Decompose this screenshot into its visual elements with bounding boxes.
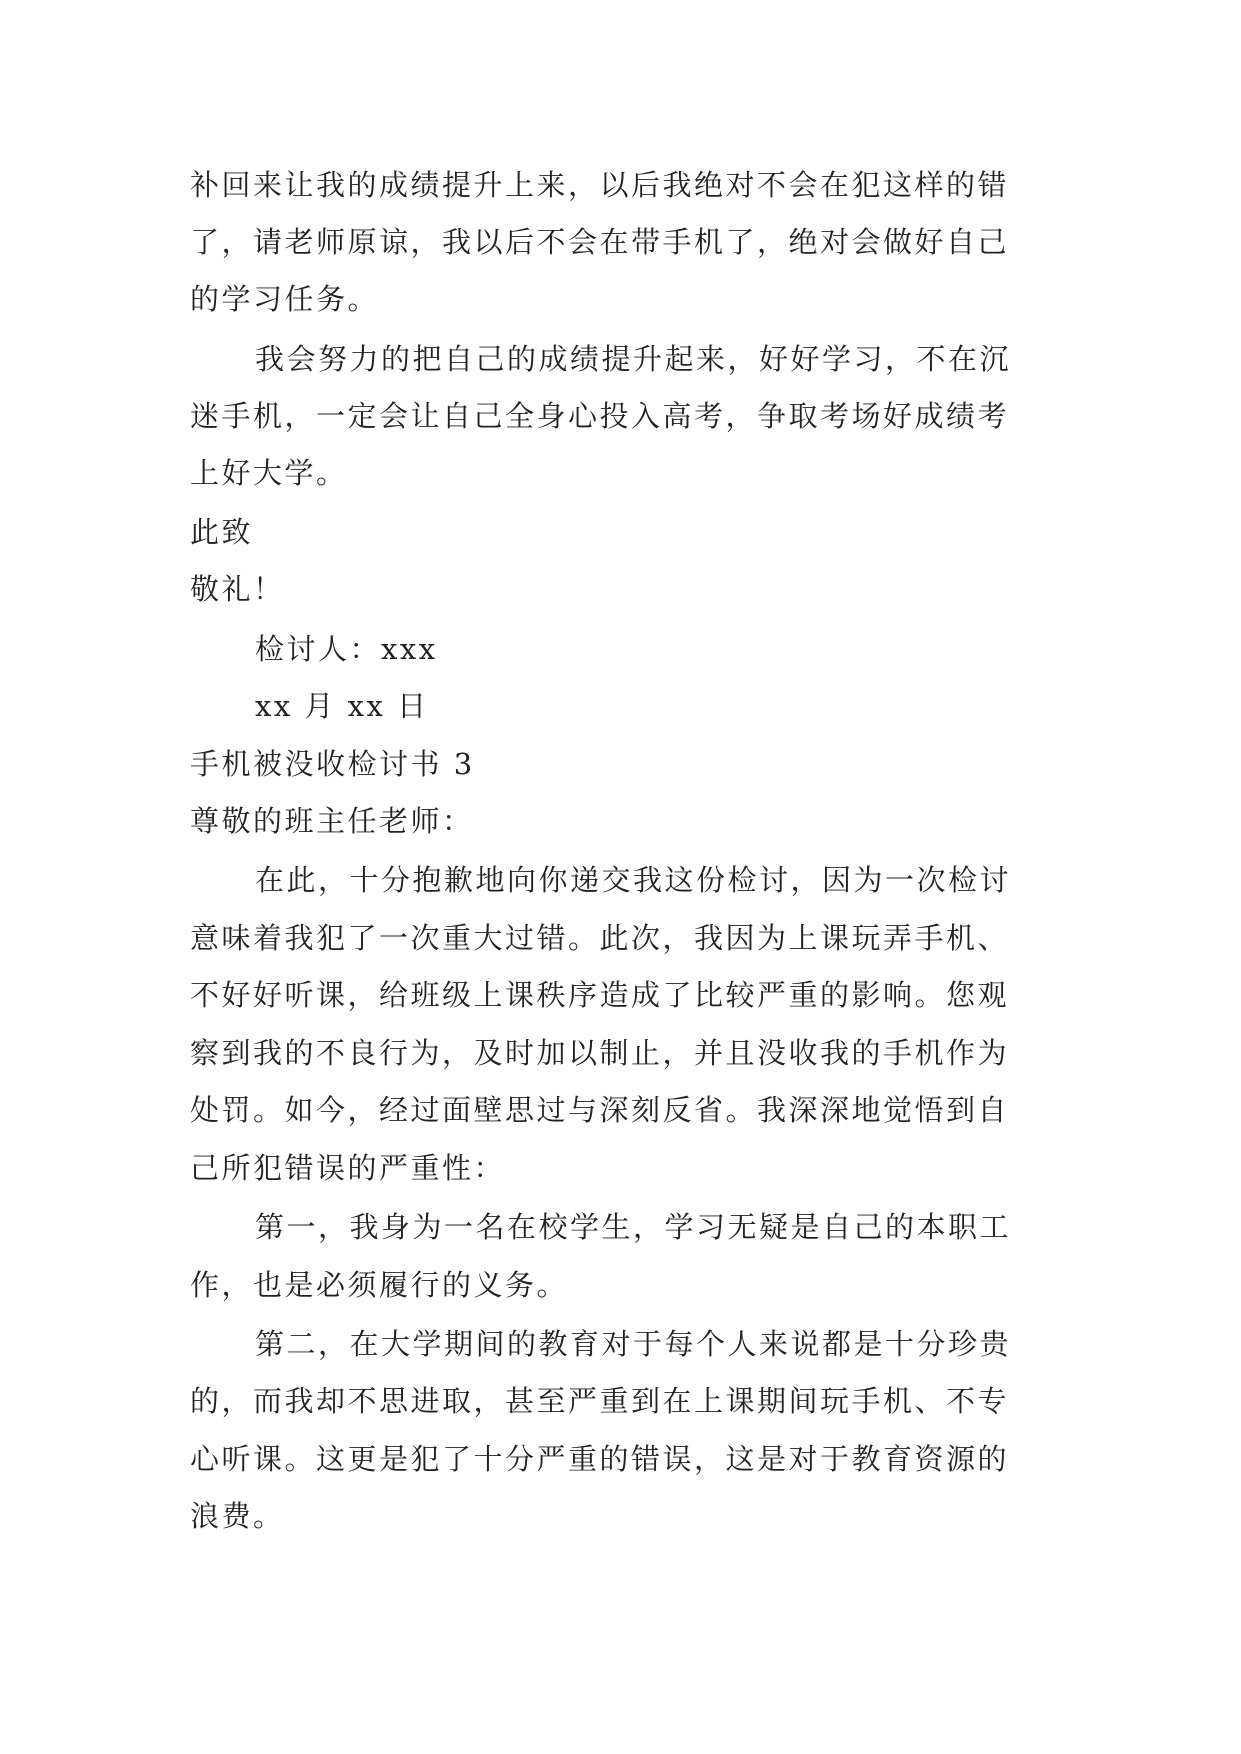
text-line: 补回来让我的成绩提升上来，以后我绝对不会在犯这样的错 (190, 168, 1010, 202)
closing-regards: 敬礼！ (190, 572, 285, 606)
text-line: 意味着我犯了一次重大过错。此次，我因为上课玩弄手机、 (190, 921, 1010, 955)
text-line: 浪费。 (190, 1499, 285, 1533)
signature-name: 检讨人：xxx (255, 632, 438, 666)
section-heading: 手机被没收检讨书 3 (190, 747, 475, 781)
text-line: 的，而我却不思进取，甚至严重到在上课期间玩手机、不专 (190, 1384, 1010, 1418)
text-line: 的学习任务。 (190, 282, 380, 316)
text-line: 不好好听课，给班级上课秩序造成了比较严重的影响。您观 (190, 978, 1010, 1012)
text-line: 察到我的不良行为，及时加以制止，并且没收我的手机作为 (190, 1036, 1010, 1070)
signature-date: xx 月 xx 日 (255, 689, 429, 723)
text-line: 迷手机，一定会让自己全身心投入高考，争取考场好成绩考 (190, 399, 1010, 433)
text-line: 作，也是必须履行的义务。 (190, 1268, 569, 1302)
text-line: 我会努力的把自己的成绩提升起来，好好学习，不在沉 (255, 342, 1012, 376)
greeting: 尊敬的班主任老师： (190, 804, 474, 838)
text-line: 上好大学。 (190, 456, 348, 490)
text-line: 处罚。如今，经过面壁思过与深刻反省。我深深地觉悟到自 (190, 1093, 1010, 1127)
text-line: 在此，十分抱歉地向你递交我这份检讨，因为一次检讨 (255, 863, 1012, 897)
text-line: 了，请老师原谅，我以后不会在带手机了，绝对会做好自己 (190, 225, 1010, 259)
text-line: 己所犯错误的严重性： (190, 1151, 506, 1185)
text-line: 第二，在大学期间的教育对于每个人来说都是十分珍贵 (255, 1327, 1012, 1361)
closing-salutation: 此致 (190, 515, 254, 549)
text-line: 心听课。这更是犯了十分严重的错误，这是对于教育资源的 (190, 1442, 1010, 1476)
text-line: 第一，我身为一名在校学生，学习无疑是自己的本职工 (255, 1210, 1012, 1244)
